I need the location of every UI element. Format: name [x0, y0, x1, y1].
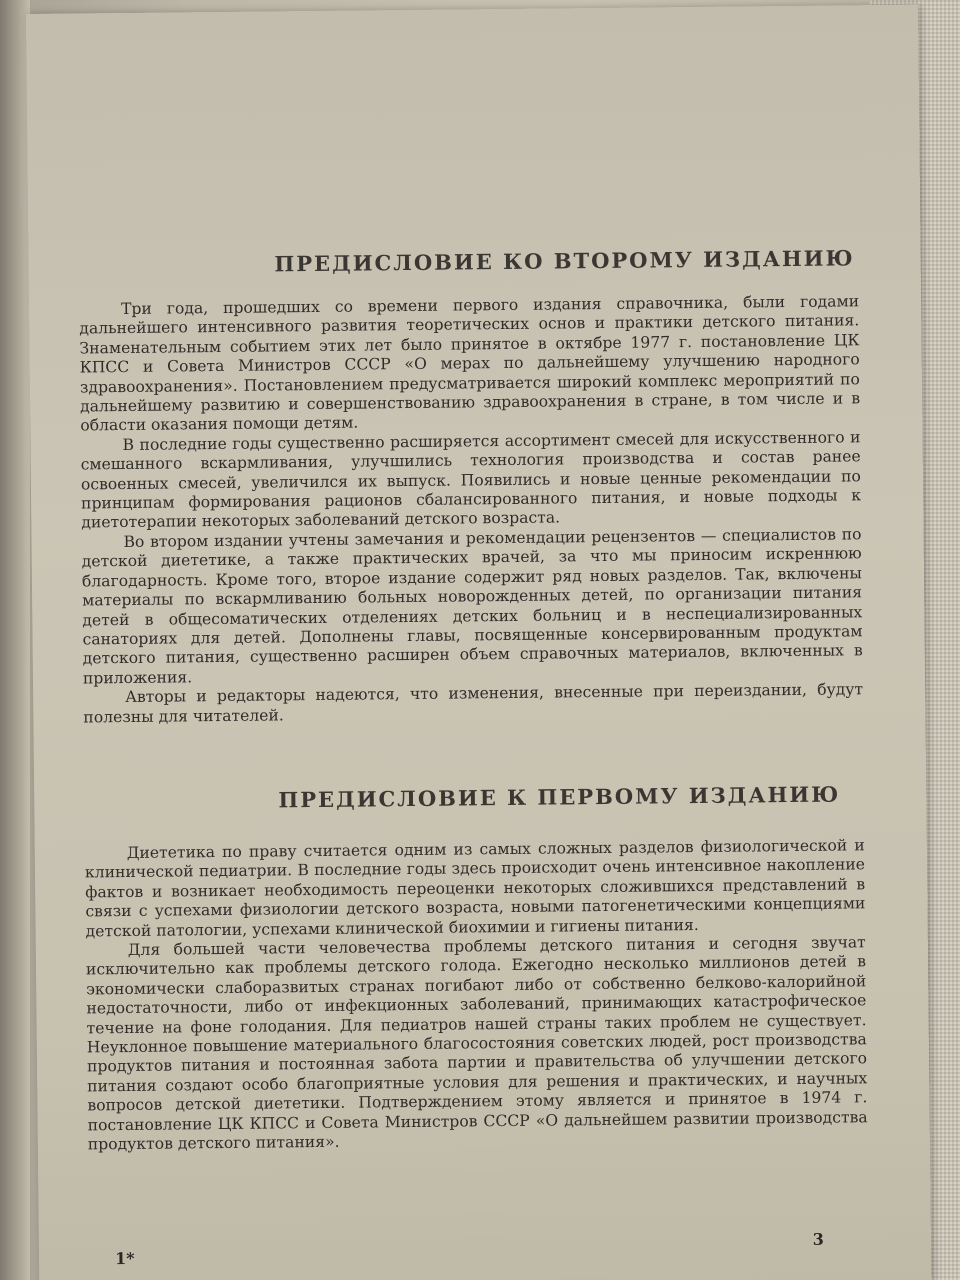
book-spine [0, 0, 30, 1280]
paragraph: В последние годы существенно расширяется ассортимент смесей для искусственного и смешанного вскармливания, улучшились технология производства и состав ранее освоенных смесей, увеличился их выпуск. Появились и новые ценные рекомендации по принципам формирования рационов сбалансированного питания, и новые подходы к диетотерапии некоторых заболеваний детского возраста. [80, 428, 862, 532]
preface-first-title: ПРЕДИСЛОВИЕ К ПЕРВОМУ ИЗДАНИЮ [278, 781, 841, 813]
page-content [79, 245, 868, 1155]
page-footer [89, 1229, 824, 1269]
book-page [26, 5, 931, 1280]
signature-mark: 1* [114, 1248, 135, 1269]
paragraph: Три года, прошедших со времени первого издания справочника, были годами дальнейшего интенсивного развития теоретических основ и практики детского питания. Знаменательным событием этих лет было принятое в октябре 1977 г. постановление ЦК КПСС и Совета Министров СССР «О мерах по дальнейшему улучшению народного здравоохранения». Постановлением предусматривается широкий комплекс мероприятий по дальнейшему развитию и совершенствованию здравоохранения в стране, в том числе и в области оказания помощи детям. [79, 292, 861, 435]
preface-first-edition [84, 781, 868, 1155]
preface-second-title: ПРЕДИСЛОВИЕ КО ВТОРОМУ ИЗДАНИЮ [274, 245, 855, 277]
preface-second-edition [79, 245, 864, 727]
paragraph: Для большей части человечества проблемы детского питания и сегодня звучат исключительно как проблемы детского голода. Ежегодно несколько миллионов детей в экономически слаборазвитых странах погибают либо от собственно белково-калорийной недостаточности, либо от инфекционных заболеваний, принимающих катастрофическое течение на фоне голодания. Для педиатров нашей страны таких проблем не существует. Неуклонное повышение материального благосостояния советских людей, рост производства продуктов питания и постоянная забота партии и правительства об улучшении детского питания создают особо благоприятные условия для решения и практических, и научных вопросов детской диететики. Подтверждением этому является и принятое в 1974 г. постановление ЦК КПСС и Совета Министров СССР «О дальнейшем развитии производства продуктов детского питания». [85, 933, 868, 1154]
paragraph: Авторы и редакторы надеются, что изменения, внесенные при переиздании, будут полезны для читателей. [83, 680, 864, 726]
paragraph: Во втором издании учтены замечания и рекомендации рецензентов — специалистов по детской диететике, а также практических врачей, за что мы приносим искреннюю благодарность. Кроме того, второе издание содержит ряд новых разделов. Так, включены материалы по вскармливанию больных новорожденных детей, по организации питания детей в общесоматических отделениях детских больниц и в неспециализированных санаториях для детей. Дополнены главы, посвященные консервированным продуктам детского питания, существенно расширен объем справочных материалов, включенных в приложения. [81, 525, 863, 688]
page-number: 3 [812, 1229, 824, 1249]
paragraph: Диететика по праву считается одним из самых сложных разделов физиологической и клинической педиатрии. В последние годы здесь происходит очень интенсивное накопление фактов и возникает необходимость переоценки некоторых сложившихся представлений в связи с успехами физиологии детского возраста, новыми патогенетическими концепциями детской патологии, успехами клинической биохимии и гигиены питания. [84, 836, 866, 940]
